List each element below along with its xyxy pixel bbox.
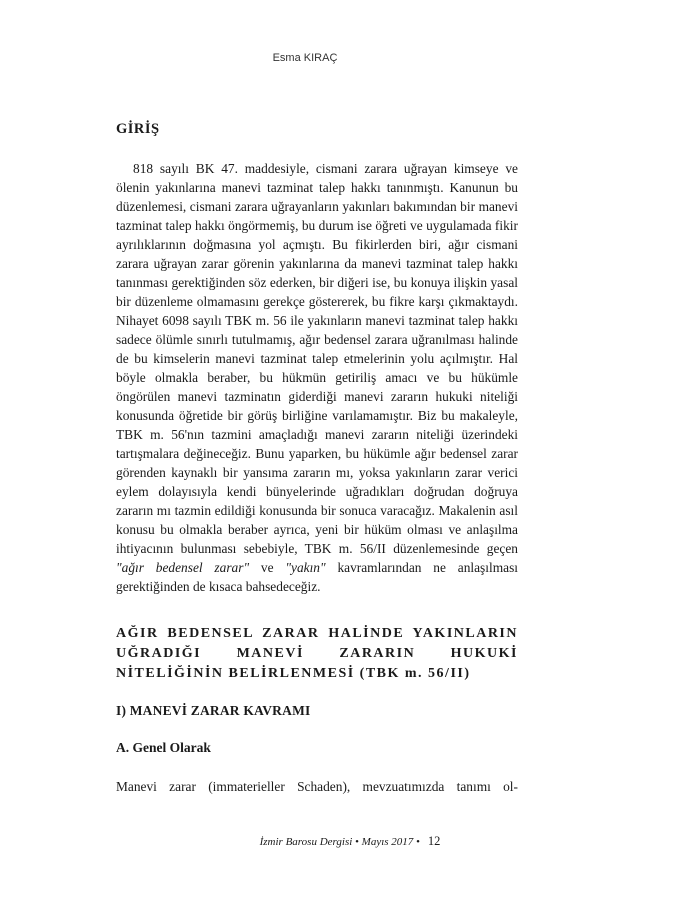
intro-text-2: ve <box>249 560 286 575</box>
intro-term-2: "yakın" <box>285 560 326 575</box>
main-heading: AĞIR BEDENSEL ZARAR HALİNDE YAKINLARIN UĞRADIĞI MANEVİ ZARARIN HUKUKİ NİTELİĞİNİN BELİRLENMESİ (TBK m. 56/II) <box>116 626 518 681</box>
intro-term-1: "ağır bedensel zarar" <box>116 560 250 575</box>
running-header-author: Esma KIRAÇ <box>272 52 338 64</box>
section-title: GİRİŞ <box>116 121 160 137</box>
last-paragraph: Manevi zarar (immaterieller Schaden), mevzuatımızda tanımı ol- <box>116 779 518 794</box>
intro-text-3: kavramlarından ne anlaşılması gerektiğinden de kısaca bahsedeceğiz. <box>116 560 518 594</box>
page-number: 12 <box>427 834 441 848</box>
intro-paragraph <box>116 159 518 596</box>
subheading-general: A. Genel Olarak <box>116 740 211 755</box>
footer-journal: İzmir Barosu Dergisi • Mayıs 2017 • <box>259 836 420 848</box>
page-footer <box>0 834 700 849</box>
subheading-concept: I) MANEVİ ZARAR KAVRAMI <box>116 703 311 718</box>
intro-text-1: 818 sayılı BK 47. maddesiyle, cismani zarara uğrayan kimseye ve ölenin yakınlarına manevi tazminat talep hakkı tanınmıştı. Kanunun bu düzenlemesi, cismani zarara uğrayanların yakınları bakımından bir manevi tazminat talep hakkı öngörmemiş, bu durum ise öğreti ve uygulamada fikir ayrılıklarının doğmasına yol açmıştı. Bu fikirlerden biri, ağır cismani zarara uğrayan zarar görenin yakınlarına da manevi tazminat talep hakkı tanınması gerektiğinden söz ederken, bir diğeri ise, bu konuya ilişkin yasal bir düzenleme olmamasını gerekçe göstererek, bu fikre karşı çıkmaktaydı. Nihayet 6098 sayılı TBK m. 56 ile yakınların manevi tazminat talep hakkı sadece ölümle sınırlı tutulmamış, ağır bedensel zarara uğranılması halinde de bu kimselerin manevi tazminat talep etmelerinin yolu açılmıştır. Hal böyle olmakla beraber, bu hükmün getiriliş amacı ve bu hükümle öngörülen manevi tazminatın giderdiği manevi zararın hukuki niteliği konusunda öğretide bir görüş birliğine varılamamıştır. Biz bu makaleyle, TBK m. 56'nın tazmini amaçladığı manevi zararın niteliği üzerindeki tartışmalara değineceğiz. Bunu yaparken, bu hükümle ağır bedensel zarar görenden kaynaklı bir yansıma zararın mı, yoksa yakınların zarar verici eylem dolayısıyla kendi bünyelerinde uğradıkları doğrudan doğruya zararın mı tazmin edildiği konusunda bir sonuca varacağız. Makalenin asıl konusu bu olmakla beraber ayrıca, yeni bir hüküm olması ve anlaşılma ihtiyacının bulunması sebebiyle, TBK m. 56/II düzenlemesinde geçen <box>116 161 518 556</box>
